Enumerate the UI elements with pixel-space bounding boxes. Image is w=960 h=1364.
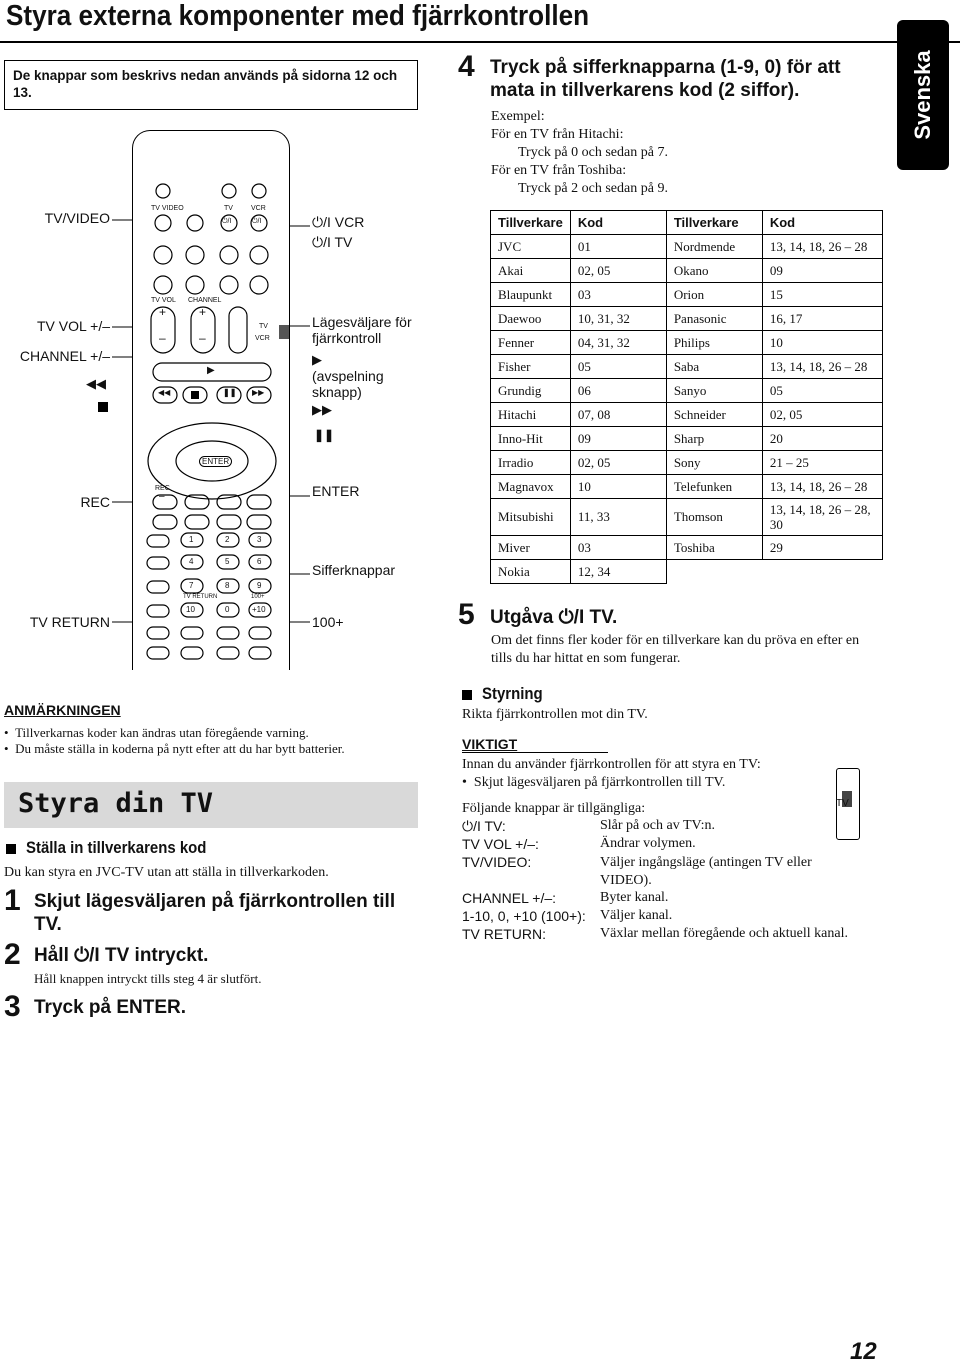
control-text: Rikta fjärrkontrollen mot din TV. — [462, 707, 648, 722]
func-key-numbers: 1-10, 0, +10 (100+): — [462, 908, 586, 924]
power-icon-tv[interactable]: ⏻/I — [222, 218, 232, 225]
available-intro: Följande knappar är tillgängliga: — [462, 801, 646, 816]
pause-icon: ❚❚ — [314, 428, 335, 442]
table-cell: Telefunken — [666, 475, 762, 499]
important-heading: VIKTIGT — [462, 736, 518, 752]
notes-item-1: • Tillverkarnas koder kan ändras utan föregående varning. — [4, 725, 309, 740]
table-cell: 10 — [570, 475, 666, 499]
example-line-3: För en TV från Toshiba: — [491, 163, 627, 178]
title-rule — [0, 41, 960, 43]
printed-tv-vol: TV VOL — [151, 297, 176, 304]
example-label: Exempel: — [491, 109, 545, 124]
subheading-maker-code: Ställa in tillverkarens kod — [6, 838, 231, 858]
table-cell: 15 — [762, 283, 882, 307]
table-row — [491, 235, 883, 259]
table-cell: Hitachi — [491, 403, 571, 427]
table-cell: 07, 08 — [570, 403, 666, 427]
rewind-icon: ◀◀ — [86, 376, 106, 391]
example-line-2: Tryck på 0 och sedan på 7. — [518, 145, 668, 160]
vol-plus-icon[interactable]: + — [159, 305, 167, 319]
fast-forward-icon: ▶▶ — [312, 402, 332, 417]
remote-buttons — [133, 131, 291, 671]
maker-code-table — [490, 210, 883, 584]
table-cell: Sanyo — [666, 379, 762, 403]
table-cell: Nokia — [491, 560, 571, 584]
table-cell: 13, 14, 18, 26 – 28, 30 — [762, 499, 882, 536]
step-5-text: Utgåva ⏻/I TV. — [490, 607, 618, 628]
printed-100-plus: 100+ — [251, 594, 265, 600]
printed-tv-return: TV RETURN — [183, 594, 218, 600]
table-row — [491, 560, 883, 584]
vol-minus-icon[interactable]: – — [159, 331, 166, 345]
table-cell: Magnavox — [491, 475, 571, 499]
label-channel: CHANNEL +/– — [19, 348, 110, 364]
remote-ff-icon[interactable]: ▶▶ — [252, 388, 265, 397]
table-cell: Daewoo — [491, 307, 571, 331]
func-key-channel: CHANNEL +/–: — [462, 890, 557, 906]
label-tv-video: TV/VIDEO — [44, 210, 110, 226]
table-cell: Okano — [666, 259, 762, 283]
col-header: Tillverkare — [491, 211, 571, 235]
notes-item-2: • Du måste ställa in koderna på nytt efter att du har bytt batterier. — [4, 741, 345, 756]
table-row — [491, 451, 883, 475]
key-2[interactable]: 2 — [225, 535, 230, 544]
col-header: Tillverkare — [666, 211, 762, 235]
table-cell: Toshiba — [666, 536, 762, 560]
table-header-row — [491, 211, 883, 235]
key-4[interactable]: 4 — [189, 557, 194, 566]
table-cell: 12, 34 — [570, 560, 666, 584]
table-cell: 02, 05 — [762, 403, 882, 427]
key-1[interactable]: 1 — [189, 535, 194, 544]
table-cell: 02, 05 — [570, 259, 666, 283]
label-100-plus: 100+ — [312, 614, 344, 630]
printed-switch-tv: TV — [259, 323, 268, 330]
table-row — [491, 331, 883, 355]
section-title-bar — [4, 782, 418, 828]
table-cell: Sharp — [666, 427, 762, 451]
subheading-control: Styrning — [462, 684, 551, 704]
printed-rec: REC — [155, 485, 170, 492]
language-tab-label: Svenska — [910, 50, 935, 140]
table-cell: Blaupunkt — [491, 283, 571, 307]
table-row — [491, 403, 883, 427]
empty-cell — [666, 560, 882, 584]
key-10[interactable]: 10 — [186, 605, 195, 614]
printed-channel: CHANNEL — [188, 297, 222, 304]
func-key-tvvideo: TV/VIDEO: — [462, 854, 532, 870]
table-cell: 10, 31, 32 — [570, 307, 666, 331]
key-3[interactable]: 3 — [257, 535, 262, 544]
important-bullet: • Skjut lägesväljaren på fjärrkontrollen till TV. — [462, 775, 726, 790]
label-rec: REC — [80, 494, 110, 510]
table-row — [491, 379, 883, 403]
func-desc-return: Växlar mellan föregående och aktuell kanal. — [600, 926, 848, 941]
table-cell: Nordmende — [666, 235, 762, 259]
power-icon-vcr[interactable]: ⏻/I — [252, 218, 262, 225]
table-cell: 11, 33 — [570, 499, 666, 536]
important-rule — [462, 752, 608, 753]
step-2-sub: Håll knappen intryckt tills steg 4 är slutfört. — [34, 971, 262, 986]
table-cell: Grundig — [491, 379, 571, 403]
label-power-vcr: ⏻/I VCR — [312, 214, 365, 230]
table-cell: Saba — [666, 355, 762, 379]
table-cell: Orion — [666, 283, 762, 307]
step-1-number: 1 — [4, 884, 21, 917]
language-tab — [897, 20, 949, 170]
table-cell: Inno-Hit — [491, 427, 571, 451]
table-cell: 01 — [570, 235, 666, 259]
step-1-text: Skjut lägesväljaren på fjärrkontrollen till TV. — [34, 891, 396, 935]
table-row — [491, 283, 883, 307]
func-desc-numbers: Väljer kanal. — [600, 908, 673, 923]
label-number-keys: Sifferknappar — [312, 562, 396, 578]
label-power-tv: ⏻/I TV — [312, 234, 353, 250]
page-title: Styra externa komponenter med fjärrkontrollen — [6, 0, 590, 32]
func-desc-channel: Byter kanal. — [600, 890, 669, 905]
table-row — [491, 536, 883, 560]
table-cell: 10 — [762, 331, 882, 355]
notes-heading: ANMÄRKNINGEN — [4, 702, 121, 718]
remote-enter-button[interactable]: ENTER — [199, 456, 232, 467]
col-header: Kod — [762, 211, 882, 235]
table-cell: 20 — [762, 427, 882, 451]
printed-switch-vcr: VCR — [255, 335, 270, 342]
table-cell: 09 — [570, 427, 666, 451]
step-4-text: Tryck på sifferknapparna (1-9, 0) för att mata in tillverkarens kod (2 siffor). — [490, 57, 841, 101]
key-5[interactable]: 5 — [225, 557, 230, 566]
func-desc-power: Slår på och av TV:n. — [600, 818, 715, 833]
key-6[interactable]: 6 — [257, 557, 262, 566]
table-cell: 09 — [762, 259, 882, 283]
table-cell: Schneider — [666, 403, 762, 427]
section-title: Styra din TV — [18, 788, 214, 819]
step-2-number: 2 — [4, 938, 21, 971]
table-cell: 04, 31, 32 — [570, 331, 666, 355]
table-cell: 16, 17 — [762, 307, 882, 331]
key-8[interactable]: 8 — [225, 581, 230, 590]
section-intro: Du kan styra en JVC-TV utan att ställa in tillverkarkoden. — [4, 865, 329, 880]
step-4-number: 4 — [458, 50, 475, 83]
table-cell: 13, 14, 18, 26 – 28 — [762, 355, 882, 379]
printed-tv-video: TV VIDEO — [151, 205, 184, 212]
func-key-power: ⏻/I TV: — [462, 818, 506, 834]
table-cell: Mitsubishi — [491, 499, 571, 536]
key-0[interactable]: 0 — [225, 605, 230, 614]
example-line-1: För en TV från Hitachi: — [491, 127, 624, 142]
table-cell: Fisher — [491, 355, 571, 379]
step-2-text: Håll ⏻/I TV intryckt. — [34, 945, 209, 966]
rec-minus-icon[interactable]: – — [159, 491, 165, 502]
table-row — [491, 259, 883, 283]
printed-tv: TV — [224, 205, 233, 212]
table-row — [491, 307, 883, 331]
table-cell: Thomson — [666, 499, 762, 536]
notice-box: De knappar som beskrivs nedan används på sidorna 12 och 13. — [4, 60, 418, 110]
label-tv-vol: TV VOL +/– — [36, 318, 110, 334]
remote-pause-icon[interactable]: ❚❚ — [223, 388, 237, 397]
step-3-text: Tryck på ENTER. — [34, 997, 187, 1018]
table-cell: 05 — [570, 355, 666, 379]
remote-play-icon[interactable]: ▶ — [207, 365, 215, 376]
label-tv-return: TV RETURN — [29, 614, 110, 630]
page-number: 12 — [850, 1338, 877, 1364]
label-mode-switch: Lägesväljare för fjärrkontroll — [312, 314, 412, 346]
ch-plus-icon[interactable]: + — [199, 305, 207, 319]
table-row — [491, 355, 883, 379]
func-key-vol: TV VOL +/–: — [462, 836, 539, 852]
step-5-sub: Om det finns fler koder för en tillverkare kan du pröva en efter en tills du har hittat en som fungerar. — [491, 633, 860, 666]
ch-minus-icon[interactable]: – — [199, 331, 206, 345]
step-3-number: 3 — [4, 990, 21, 1023]
remote-rewind-icon[interactable]: ◀◀ — [158, 388, 171, 397]
table-cell: Akai — [491, 259, 571, 283]
table-cell: JVC — [491, 235, 571, 259]
key-9[interactable]: 9 — [257, 581, 262, 590]
key-plus-10[interactable]: +10 — [252, 605, 266, 614]
table-cell: Irradio — [491, 451, 571, 475]
table-cell: Fenner — [491, 331, 571, 355]
table-cell: 02, 05 — [570, 451, 666, 475]
table-cell: Philips — [666, 331, 762, 355]
table-cell: 21 – 25 — [762, 451, 882, 475]
func-desc-tvvideo: Väljer ingångsläge (antingen TV eller VIDEO). — [600, 855, 812, 888]
table-row — [491, 475, 883, 499]
table-row — [491, 427, 883, 451]
table-cell: 13, 14, 18, 26 – 28 — [762, 235, 882, 259]
table-cell: 03 — [570, 536, 666, 560]
table-cell: 06 — [570, 379, 666, 403]
table-row — [491, 499, 883, 536]
table-cell: 13, 14, 18, 26 – 28 — [762, 475, 882, 499]
key-7[interactable]: 7 — [189, 581, 194, 590]
col-header: Kod — [570, 211, 666, 235]
label-enter: ENTER — [312, 483, 360, 499]
play-icon: ▶ — [312, 352, 322, 367]
table-cell: Miver — [491, 536, 571, 560]
remote-stop-icon[interactable] — [191, 391, 199, 399]
important-text: Innan du använder fjärrkontrollen för att styra en TV: — [462, 757, 761, 772]
label-play-note: (avspelning sknapp) — [312, 368, 384, 400]
example-line-4: Tryck på 2 och sedan på 9. — [518, 181, 668, 196]
table-cell: 29 — [762, 536, 882, 560]
printed-vcr: VCR — [251, 205, 266, 212]
table-cell: Sony — [666, 451, 762, 475]
mode-switch-label: TV — [836, 798, 849, 809]
step-5-number: 5 — [458, 598, 475, 631]
func-key-return: TV RETURN: — [462, 926, 546, 942]
table-cell: Panasonic — [666, 307, 762, 331]
func-desc-vol: Ändrar volymen. — [600, 836, 696, 851]
remote-figure — [0, 130, 430, 670]
table-cell: 05 — [762, 379, 882, 403]
remote-body — [132, 130, 290, 670]
table-cell: 03 — [570, 283, 666, 307]
